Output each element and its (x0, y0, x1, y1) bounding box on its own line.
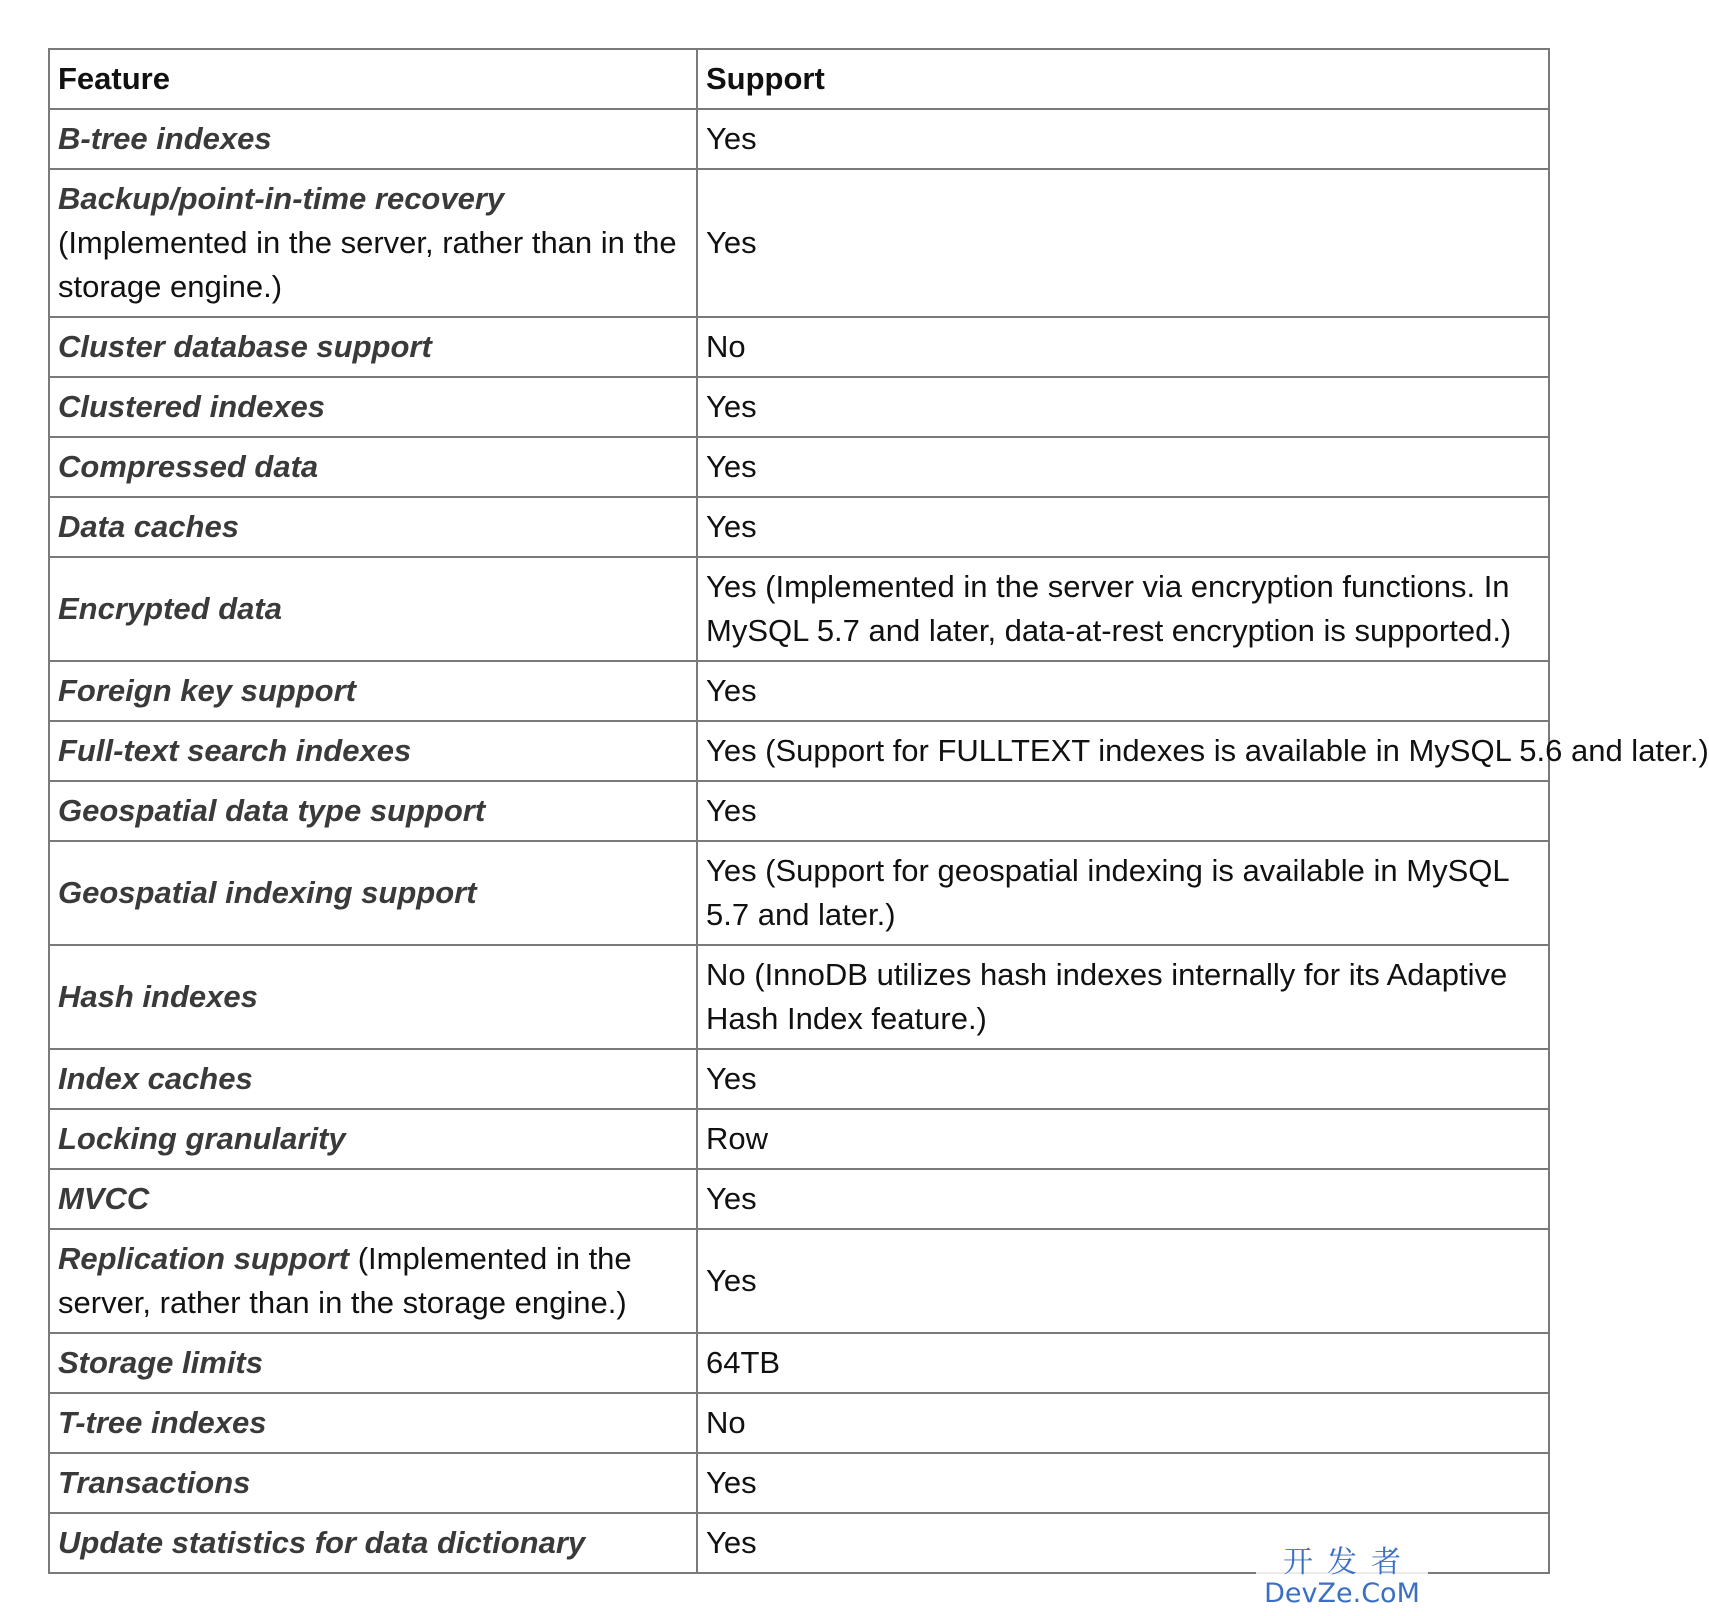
feature-cell (49, 497, 697, 557)
support-cell (697, 1393, 1549, 1453)
feature-cell (49, 1393, 697, 1453)
feature-name: Locking granularity (58, 1121, 346, 1156)
feature-cell (49, 721, 697, 781)
feature-cell (49, 1453, 697, 1513)
feature-name: Index caches (58, 1061, 253, 1096)
table-row (49, 841, 1549, 945)
support-cell (697, 1333, 1549, 1393)
feature-note: (Implemented in the server, rather than in the storage engine.) (58, 225, 677, 304)
watermark-domain-text: DevZe.CoM (1264, 1578, 1420, 1609)
feature-cell (49, 1109, 697, 1169)
feature-name: Cluster database support (58, 329, 432, 364)
support-value: No (InnoDB utilizes hash indexes internally for its Adaptive Hash Index feature.) (706, 957, 1508, 1036)
feature-cell (49, 1169, 697, 1229)
feature-cell (49, 1333, 697, 1393)
support-cell (697, 497, 1549, 557)
support-cell (697, 1453, 1549, 1513)
table-row (49, 169, 1549, 317)
table-row (49, 377, 1549, 437)
support-column-header: Support (697, 49, 1549, 109)
support-value: Yes (706, 1465, 757, 1500)
watermark-chinese-text: 开发者 (1283, 1545, 1415, 1580)
feature-name: Full-text search indexes (58, 733, 412, 768)
support-value: Yes (Support for FULLTEXT indexes is available in MySQL 5.6 and later.) (706, 733, 1709, 768)
feature-cell (49, 781, 697, 841)
support-cell (697, 109, 1549, 169)
feature-name: Hash indexes (58, 979, 258, 1014)
feature-column-header: Feature (49, 49, 697, 109)
support-value: Yes (706, 673, 757, 708)
feature-name: T-tree indexes (58, 1405, 267, 1440)
feature-cell (49, 557, 697, 661)
site-watermark (1256, 1546, 1428, 1610)
feature-name: Update statistics for data dictionary (58, 1525, 586, 1560)
feature-cell (49, 1049, 697, 1109)
table-row (49, 557, 1549, 661)
table-row (49, 497, 1549, 557)
feature-name: Geospatial indexing support (58, 875, 477, 910)
support-cell (697, 945, 1549, 1049)
table-row (49, 1393, 1549, 1453)
support-value: Row (706, 1121, 769, 1156)
feature-note: (Implemented in the server, rather than in the storage engine.) (58, 1241, 632, 1320)
support-cell (697, 1229, 1549, 1333)
feature-cell (49, 1229, 697, 1333)
feature-name: Geospatial data type support (58, 793, 486, 828)
support-value: No (706, 1405, 746, 1440)
feature-cell (49, 841, 697, 945)
table-row (49, 1049, 1549, 1109)
support-cell (697, 377, 1549, 437)
table-row (49, 317, 1549, 377)
feature-cell (49, 661, 697, 721)
feature-cell (49, 377, 697, 437)
support-cell (697, 317, 1549, 377)
support-cell (697, 781, 1549, 841)
support-cell (697, 1109, 1549, 1169)
feature-cell (49, 437, 697, 497)
support-value: Yes (706, 509, 757, 544)
support-value: Yes (706, 225, 757, 260)
table-row (49, 1169, 1549, 1229)
table-row (49, 945, 1549, 1049)
table-row (49, 1453, 1549, 1513)
feature-name: Encrypted data (58, 591, 282, 626)
support-value: Yes (706, 121, 757, 156)
support-value: No (706, 329, 746, 364)
feature-cell (49, 945, 697, 1049)
table-row (49, 437, 1549, 497)
support-cell (697, 1169, 1549, 1229)
table-row (49, 109, 1549, 169)
support-value: Yes (706, 793, 757, 828)
feature-name: Storage limits (58, 1345, 263, 1380)
support-value: Yes (Support for geospatial indexing is available in MySQL 5.7 and later.) (706, 853, 1509, 932)
feature-support-table (48, 48, 1709, 1574)
feature-name: Transactions (58, 1465, 251, 1500)
table-row (49, 721, 1549, 781)
table-row (49, 1333, 1549, 1393)
support-cell (697, 169, 1549, 317)
feature-cell (49, 1513, 697, 1573)
support-cell (697, 1049, 1549, 1109)
support-value: Yes (Implemented in the server via encryption functions. In MySQL 5.7 and later, data-at-rest encryption is supported.) (706, 569, 1512, 648)
feature-name: MVCC (58, 1181, 150, 1216)
feature-name: B-tree indexes (58, 121, 272, 156)
feature-name: Foreign key support (58, 673, 356, 708)
support-cell (697, 841, 1549, 945)
feature-cell (49, 169, 697, 317)
support-value: Yes (706, 389, 757, 424)
table-header-row (49, 49, 1549, 109)
table-row (49, 1109, 1549, 1169)
support-value: 64TB (706, 1345, 781, 1380)
support-value: Yes (706, 1181, 757, 1216)
feature-cell (49, 109, 697, 169)
feature-cell (49, 317, 697, 377)
feature-name: Data caches (58, 509, 239, 544)
support-cell (697, 557, 1549, 661)
feature-name: Clustered indexes (58, 389, 326, 424)
support-value: Yes (706, 1525, 757, 1560)
table-row (49, 661, 1549, 721)
support-cell (697, 721, 1709, 781)
support-cell (697, 661, 1549, 721)
support-value: Yes (706, 449, 757, 484)
table-row (49, 781, 1549, 841)
support-value: Yes (706, 1061, 757, 1096)
feature-name: Backup/point-in-time recovery (58, 181, 505, 216)
support-value: Yes (706, 1263, 757, 1298)
support-cell (697, 437, 1549, 497)
table-row (49, 1229, 1549, 1333)
feature-name: Compressed data (58, 449, 319, 484)
feature-name: Replication support (58, 1241, 350, 1276)
